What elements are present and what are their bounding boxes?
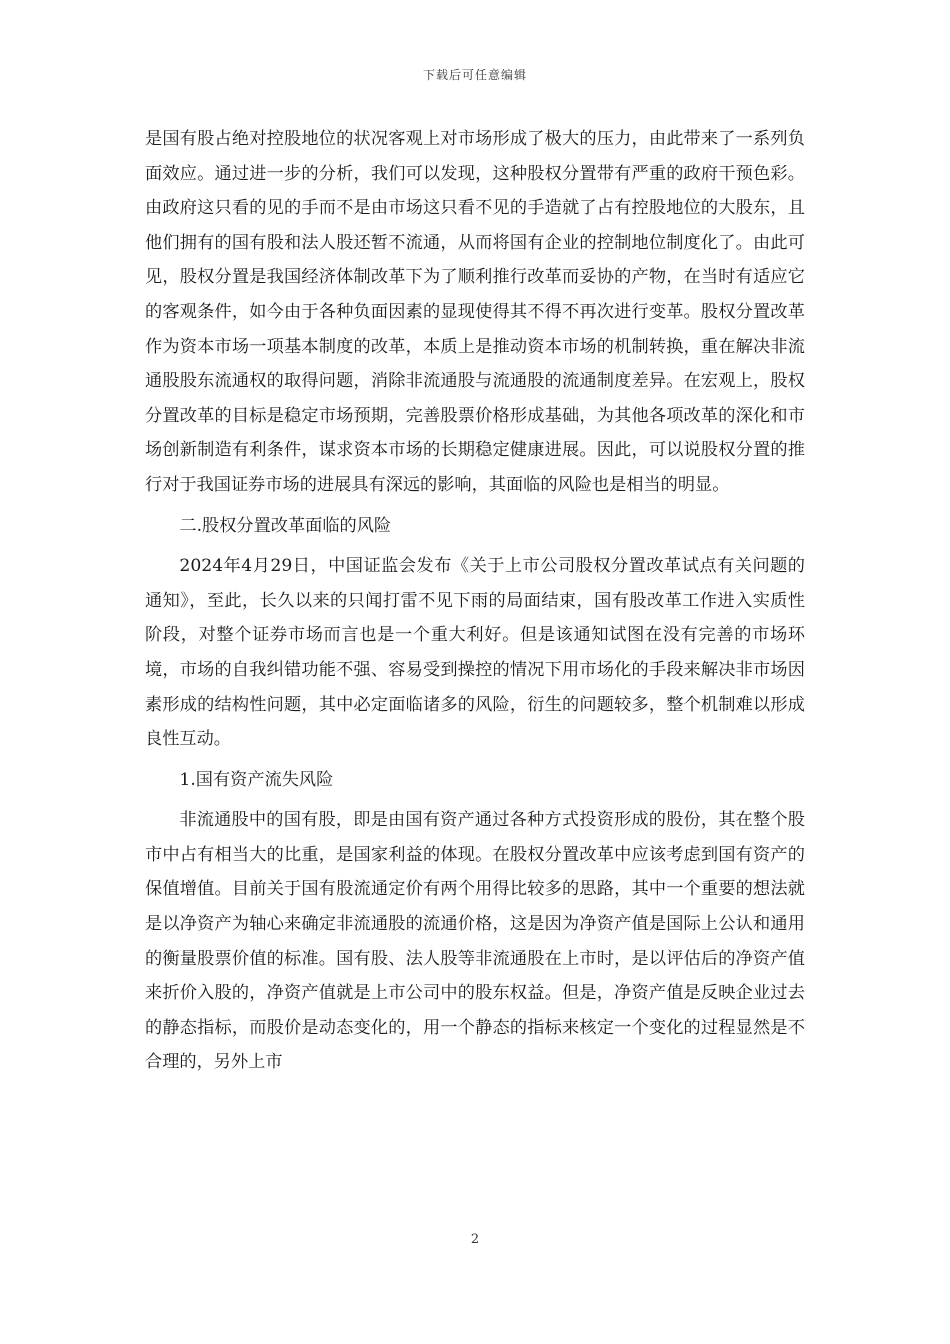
page-number: 2	[470, 1232, 480, 1247]
section-heading-risks: 二.股权分置改革面临的风险	[179, 515, 392, 536]
page-header-note: 下载后可任意编辑	[422, 68, 527, 82]
subheading-state-asset-loss: 1.国有资产流失风险	[179, 769, 334, 790]
paragraph-state-shares: 非流通股中的国有股，即是由国有资产通过各种方式投资形成的股份，其在整个股市中占有相当大的比重，是国家利益的体现。在股权分置改革中应该考虑到国有资产的保值增值。目前关于国有股流通定价有两个用得比较多的思路，其中一个重要的想法就是以净资产为轴心来确定非流通股的流通价格，这是因为净资产值是国际上公认和通用的衡量股票价值的标准。国有股、法人股等非流通股在上市时，是以评估后的净资产值来折价入股的，净资产值就是上市公司中的股东权益。但是，净资产值是反映企业过去的静态指标，而股价是动态变化的，用一个静态的指标来核定一个变化的过程显然是不合理的，另外上市	[145, 810, 805, 1073]
paragraph-notice: 2024年4月29日，中国证监会发布《关于上市公司股权分置改革试点有关问题的通知》，至此，长久以来的只闻打雷不见下雨的局面结束，国有股改革工作进入实质性阶段，对整个证券市场而言也是一个重大利好。但是该通知试图在没有完善的市场环境，市场的自我纠错功能不强、容易受到操控的情况下用市场化的手段来解决非市场因素形成的结构性问题，其中必定面临诸多的风险，衍生的问题较多，整个机制难以形成良性互动。	[145, 556, 805, 750]
paragraph-continuation: 是国有股占绝对控股地位的状况客观上对市场形成了极大的压力，由此带来了一系列负面效应。通过进一步的分析，我们可以发现，这种股权分置带有严重的政府干预色彩。由政府这只看的见的手而不是由市场这只看不见的手造就了占有控股地位的大股东，且他们拥有的国有股和法人股还暂不流通，从而将国有企业的控制地位制度化了。由此可见，股权分置是我国经济体制改革下为了顺利推行改革而妥协的产物，在当时有适应它的客观条件，如今由于各种负面因素的显现使得其不得不再次进行变革。股权分置改革作为资本市场一项基本制度的改革，本质上是推动资本市场的机制转换，重在解决非流通股股东流通权的取得问题，消除非流通股与流通股的流通制度差异。在宏观上，股权分置改革的目标是稳定市场预期，完善股票价格形成基础，为其他各项改革的深化和市场创新制造有利条件，谋求资本市场的长期稳定健康进展。因此，可以说股权分置的推行对于我国证券市场的进展具有深远的影响，其面临的风险也是相当的明显。	[145, 129, 805, 495]
document-body	[145, 122, 805, 1080]
